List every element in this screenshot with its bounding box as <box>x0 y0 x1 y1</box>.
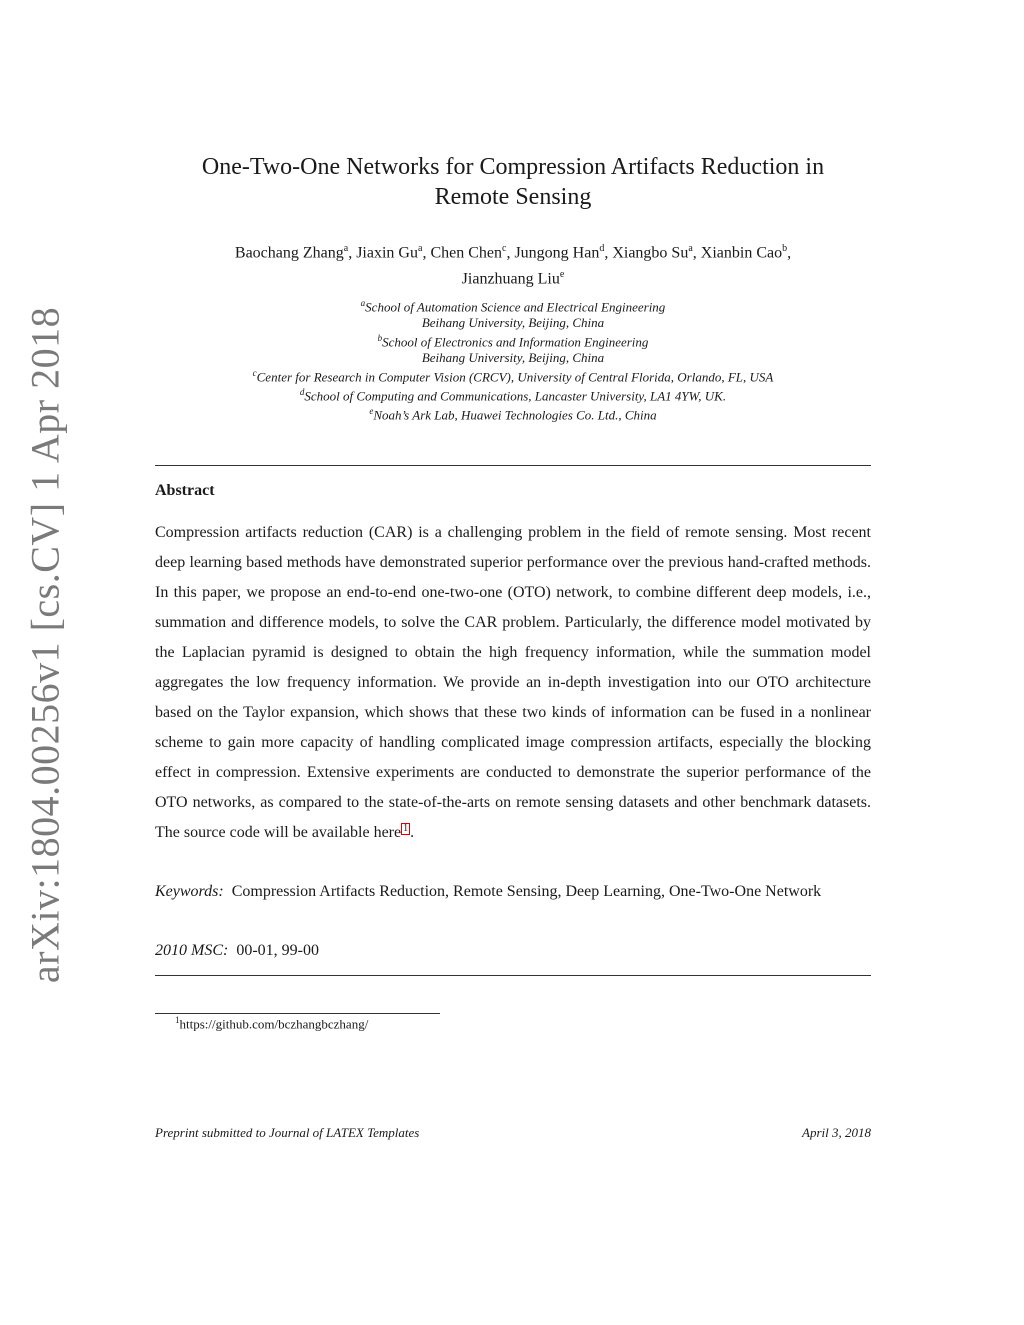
msc-label: 2010 MSC: <box>155 942 229 959</box>
author-name: Baochang Zhang <box>234 244 344 262</box>
affiliation-line <box>155 296 871 315</box>
abstract-end: . <box>410 824 415 841</box>
affiliation-text: School of Computing and Communications, Lancaster University, LA1 4YW, UK. <box>304 388 727 404</box>
affiliation-line <box>155 350 871 366</box>
author-name: Jianzhuang Liu <box>461 270 560 288</box>
affiliation-line <box>155 331 871 350</box>
author-name: Xiangbo Su <box>612 244 689 262</box>
affiliation-text: Beihang University, Beijing, China <box>421 315 605 331</box>
footnote-rule <box>155 1013 440 1014</box>
author-affiliation-mark: a <box>417 243 423 254</box>
affiliation-mark: c <box>252 367 257 378</box>
affiliation-text: Noah’s Ark Lab, Huawei Technologies Co. Ltd., China <box>373 407 657 423</box>
author-affiliation-mark: c <box>501 243 507 254</box>
author-name: Chen Chen <box>430 244 502 262</box>
affiliation-line <box>155 404 871 423</box>
msc-text: 00-01, 99-00 <box>236 942 319 959</box>
affiliation-text: Center for Research in Computer Vision (CRCV), University of Central Florida, Orlando, FL, USA <box>256 369 774 385</box>
author-name: Jiaxin Gu <box>356 244 418 262</box>
author-list: Baochang Zhang$^a$, Jiaxin Gu$^a$, Chen Chen$^c$, Jungong Han$^d$, Xiangbo Su$^a$, Xianbin Cao$^b$, Jianzhuang Liu$^e$ <box>234 243 792 288</box>
author-affiliation-mark: a <box>688 243 693 254</box>
affiliation-line <box>155 385 871 404</box>
author-affiliation-mark: b <box>782 243 788 254</box>
author-affiliation-mark: a <box>343 243 349 254</box>
abstract-top-rule <box>155 465 871 466</box>
affiliation-mark: a <box>360 298 366 308</box>
author-name: Jungong Han <box>514 244 600 262</box>
author-affiliation-mark: e <box>559 269 565 281</box>
affiliation-mark: e <box>369 406 374 417</box>
keywords-label: Keywords: <box>155 883 224 900</box>
keywords-text: Compression Artifacts Reduction, Remote Sensing, Deep Learning, One-Two-One Network <box>231 883 822 900</box>
author-affiliation-mark: d <box>599 243 605 254</box>
affiliation-line <box>155 366 871 385</box>
affiliation-text: School of Electronics and Information Engineering <box>382 334 649 350</box>
title-line-2: Remote Sensing <box>434 184 592 210</box>
footnote-url[interactable]: https://github.com/bczhangbczhang/ <box>179 1016 369 1032</box>
affiliation-mark: d <box>299 386 305 397</box>
affiliation-mark: b <box>377 332 383 343</box>
footnote-mark: 1 <box>175 1015 180 1025</box>
title-line-1: One-Two-One Networks for Compression Artifacts Reduction in <box>201 154 825 180</box>
paper-title <box>155 152 871 212</box>
footnote <box>175 1015 368 1032</box>
abstract-heading: Abstract <box>155 482 215 499</box>
abstract-text: Compression artifacts reduction (CAR) is a challenging problem in the field of remote sensing. Most recent deep learning based methods have demonstrated superior performance over the previous hand-crafted methods. In this paper, we propose an end-to-end one-two-one (OTO) network, to combine different deep models, i.e., summation and difference models, to solve the CAR problem. Particularly, the difference model motivated by the Laplacian pyramid is designed to obtain the high frequency information, while the summation model aggregates the low frequency information. We provide an in-depth investigation into our OTO architecture based on the Taylor expansion, which shows that these two kinds of information can be fused in a nonlinear scheme to gain more capacity of handling complicated image compression artifacts, especially the blocking effect in compression. Extensive experiments are conducted to demonstrate the superior performance of the OTO networks, as compared to the state-of-the-arts on remote sensing datasets and other benchmark datasets. The source code will be available here <box>155 524 871 841</box>
msc-classification <box>155 936 319 966</box>
keywords <box>155 877 871 907</box>
abstract-body <box>155 518 871 848</box>
affiliation-list <box>155 296 871 423</box>
footnote-link[interactable]: 1 <box>403 822 409 834</box>
footer-date: April 3, 2018 <box>802 1125 871 1140</box>
affiliation-line <box>155 315 871 331</box>
author-name: Xianbin Cao <box>700 244 783 262</box>
footer-preprint-note: Preprint submitted to Journal of LATEX Templates <box>155 1125 420 1140</box>
arxiv-sidebar <box>0 0 90 1325</box>
affiliation-text: Beihang University, Beijing, China <box>421 350 605 366</box>
arxiv-identifier: arXiv:1804.00256v1 [cs.CV] 1 Apr 2018 <box>22 306 68 984</box>
abstract-bottom-rule <box>155 975 871 976</box>
affiliation-text: School of Automation Science and Electrical Engineering <box>365 299 666 315</box>
